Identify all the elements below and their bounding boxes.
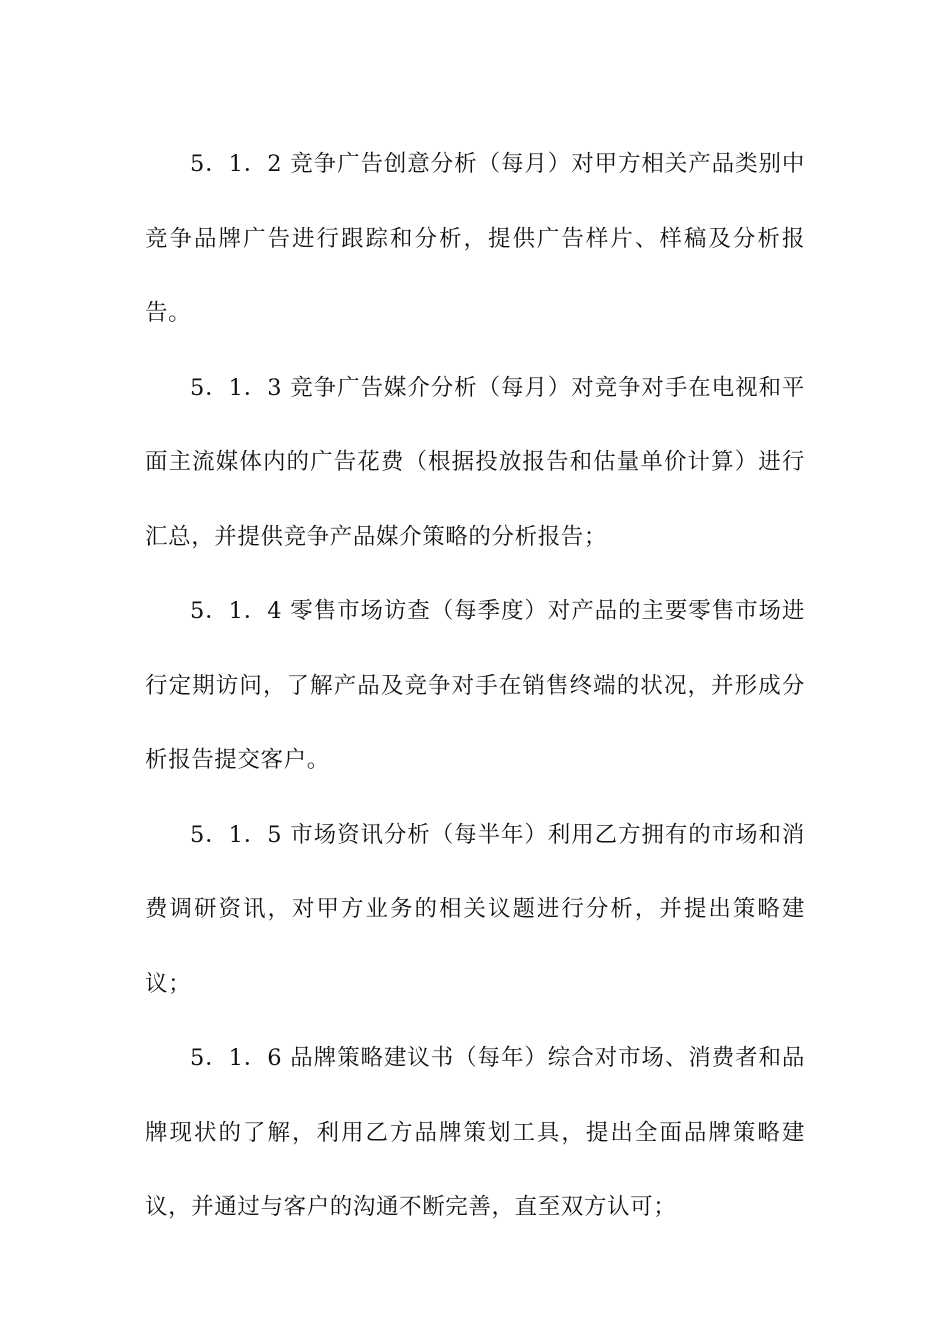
paragraph-5-1-4: 5．1．4 零售市场访查（每季度）对产品的主要零售市场进行定期访问，了解产品及竞争对手在销售终端的状况，并形成分析报告提交客户。	[145, 598, 805, 773]
paragraph-5-1-5: 5．1．5 市场资讯分析（每半年）利用乙方拥有的市场和消费调研资讯，对甲方业务的相关议题进行分析，并提出策略建议；	[145, 821, 805, 997]
paragraph-5-1-2: 5．1．2 竞争广告创意分析（每月）对甲方相关产品类别中竞争品牌广告进行跟踪和分析，提供广告样片、样稿及分析报告。	[145, 151, 805, 326]
paragraph-5-1-3: 5．1．3 竞争广告媒介分析（每月）对竞争对手在电视和平面主流媒体内的广告花费（根据投放报告和估量单价计算）进行汇总，并提供竞争产品媒介策略的分析报告；	[145, 374, 805, 550]
document-body	[145, 127, 805, 1245]
paragraph-5-1-6: 5．1．6 品牌策略建议书（每年）综合对市场、消费者和品牌现状的了解，利用乙方品牌策划工具，提出全面品牌策略建议，并通过与客户的沟通不断完善，直至双方认可；	[145, 1045, 805, 1220]
